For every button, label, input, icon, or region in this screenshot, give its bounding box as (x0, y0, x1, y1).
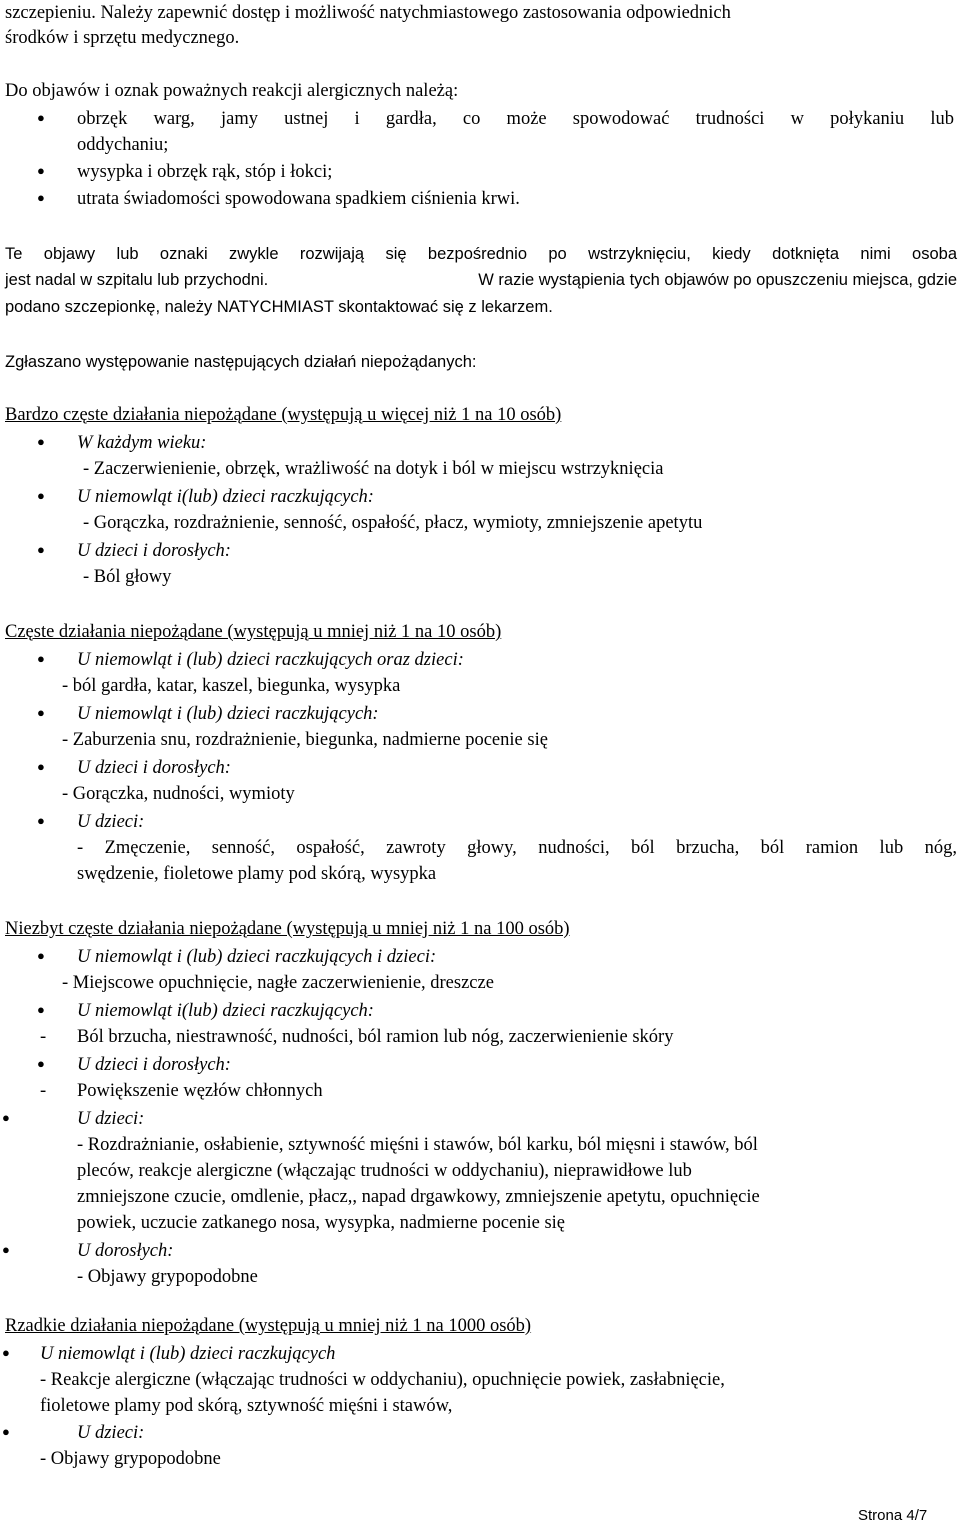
age-group-label: U dzieci i dorosłych: (77, 1055, 231, 1075)
bullet-icon: ● (37, 110, 45, 125)
allergic-item: oddychaniu; (77, 135, 169, 155)
common-heading: Częste działania niepożądane (występują u mniej niż 1 na 10 osób) (5, 622, 502, 642)
allergic-item: utrata świadomości spowodowana spadkiem ciśnienia krwi. (77, 189, 520, 209)
age-group-label: U niemowląt i(lub) dzieci raczkujących: (77, 1001, 374, 1021)
effect-item: Powiększenie węzłów chłonnych (77, 1081, 323, 1101)
rare-heading: Rzadkie działania niepożądane (występują u mniej niż 1 na 1000 osób) (5, 1316, 532, 1336)
allergic-item: wysypka i obrzęk rąk, stóp i łokci; (77, 162, 333, 182)
info-paragraph-part: jest nadal w szpitalu lub przychodni. (5, 271, 269, 289)
effect-item: fioletowe plamy pod skórą, sztywność mięśni i stawów, (40, 1396, 453, 1416)
age-group-label: U dzieci i dorosłych: (77, 541, 231, 561)
effect-item: - Objawy grypopodobne (40, 1449, 221, 1469)
age-group-label: U niemowląt i (lub) dzieci raczkujących (40, 1344, 336, 1364)
effect-dash: - (40, 1027, 47, 1047)
bullet-icon: ● (37, 163, 45, 178)
effect-item: swędzenie, fioletowe plamy pod skórą, wysypka (77, 864, 437, 884)
bullet-icon: ● (37, 190, 45, 205)
bullet-icon: ● (2, 1242, 10, 1257)
bullet-icon: ● (37, 542, 45, 557)
info-paragraph-line: podano szczepionkę, należy NATYCHMIAST skontaktować się z lekarzem. (5, 298, 553, 316)
bullet-icon: ● (37, 488, 45, 503)
bullet-icon: ● (37, 948, 45, 963)
age-group-label: W każdym wieku: (77, 433, 207, 453)
effect-item: - Miejscowe opuchnięcie, nagłe zaczerwienienie, dreszcze (62, 973, 494, 993)
intro-line: szczepieniu. Należy zapewnić dostęp i możliwość natychmiastowego zastosowania odpowiednich (5, 3, 731, 23)
very-common-heading: Bardzo częste działania niepożądane (występują u więcej niż 1 na 10 osób) (5, 405, 562, 425)
effect-item: - Gorączka, nudności, wymioty (62, 784, 295, 804)
reported-heading: Zgłaszano występowanie następujących działań niepożądanych: (5, 353, 477, 371)
intro-line: środków i sprzętu medycznego. (5, 28, 240, 48)
bullet-icon: ● (37, 434, 45, 449)
effect-item: zmniejszone czucie, omdlenie, płacz,, napad drgawkowy, zmniejszenie apetytu, opuchnięcie (77, 1187, 760, 1207)
bullet-icon: ● (37, 1056, 45, 1071)
age-group-label: U dorosłych: (77, 1241, 174, 1261)
age-group-label: U dzieci: (77, 1109, 145, 1129)
effect-item: - ból gardła, katar, kaszel, biegunka, wysypka (62, 676, 401, 696)
effect-item: - Gorączka, rozdrażnienie, senność, ospałość, płacz, wymioty, zmniejszenie apetytu (83, 513, 703, 533)
bullet-icon: ● (37, 705, 45, 720)
page-number: Strona 4/7 (858, 1507, 928, 1524)
effect-item: - Objawy grypopodobne (77, 1267, 258, 1287)
effect-item: Ból brzucha, niestrawność, nudności, ból ramion lub nóg, zaczerwienienie skóry (77, 1027, 674, 1047)
uncommon-heading: Niezbyt częste działania niepożądane (występują u mniej niż 1 na 100 osób) (5, 919, 570, 939)
age-group-label: U dzieci: (77, 1423, 145, 1443)
allergic-heading: Do objawów i oznak poważnych reakcji alergicznych należą: (5, 81, 459, 101)
age-group-label: U niemowląt i(lub) dzieci raczkujących: (77, 487, 374, 507)
bullet-icon: ● (2, 1110, 10, 1125)
allergic-item: obrzęk warg, jamy ustnej i gardła, co może spowodować trudności w połykaniu lub (77, 109, 954, 129)
effect-item: - Zaczerwienienie, obrzęk, wrażliwość na dotyk i ból w miejscu wstrzyknięcia (83, 459, 664, 479)
bullet-icon: ● (2, 1345, 10, 1360)
effect-dash: - (40, 1081, 47, 1101)
effect-item: - Zmęczenie, senność, ospałość, zawroty głowy, nudności, ból brzucha, ból ramion lub nóg, (77, 838, 957, 858)
effect-item: - Ból głowy (83, 567, 172, 587)
info-paragraph-line (5, 268, 957, 292)
effect-item: - Rozdrażnianie, osłabienie, sztywność mięśni i stawów, ból karku, ból mięsni i stawów, ból (77, 1135, 758, 1155)
bullet-icon: ● (2, 1424, 10, 1439)
info-paragraph-line: Te objawy lub oznaki zwykle rozwijają się bezpośrednio po wstrzyknięciu, kiedy dotknięta nimi osoba (5, 245, 957, 263)
effect-item: - Reakcje alergiczne (włączając trudności w oddychaniu), opuchnięcie powiek, zasłabnięcie, (40, 1370, 725, 1390)
bullet-icon: ● (37, 1002, 45, 1017)
bullet-icon: ● (37, 759, 45, 774)
effect-item: powiek, uczucie zatkanego nosa, wysypka, nadmierne pocenie się (77, 1213, 566, 1233)
effect-item: - Zaburzenia snu, rozdrażnienie, biegunka, nadmierne pocenie się (62, 730, 548, 750)
age-group-label: U niemowląt i (lub) dzieci raczkujących: (77, 704, 379, 724)
age-group-label: U niemowląt i (lub) dzieci raczkujących oraz dzieci: (77, 650, 464, 670)
info-paragraph-part: W razie wystąpienia tych objawów po opuszczeniu miejsca, gdzie (478, 271, 957, 289)
bullet-icon: ● (37, 651, 45, 666)
age-group-label: U niemowląt i (lub) dzieci raczkujących i dzieci: (77, 947, 437, 967)
age-group-label: U dzieci: (77, 812, 145, 832)
effect-item: pleców, reakcje alergiczne (włączając trudności w oddychaniu), nieprawidłowe lub (77, 1161, 692, 1181)
bullet-icon: ● (37, 813, 45, 828)
age-group-label: U dzieci i dorosłych: (77, 758, 231, 778)
